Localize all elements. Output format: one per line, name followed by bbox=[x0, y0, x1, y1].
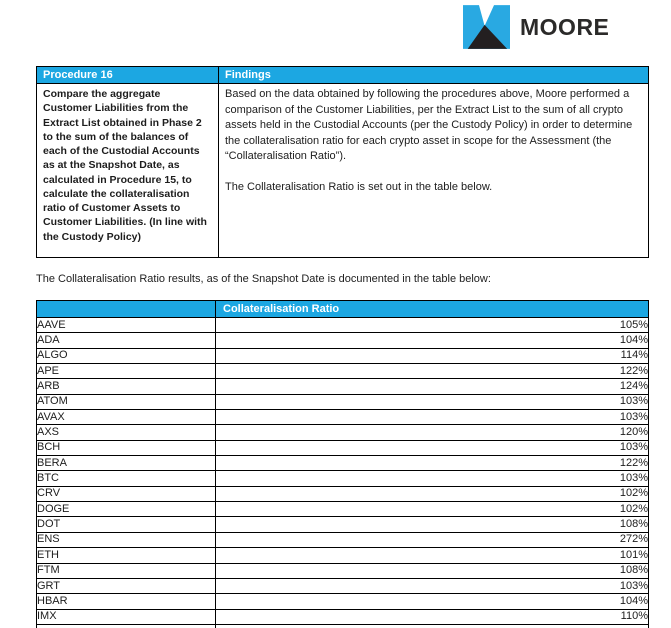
moore-logo-mark-icon bbox=[463, 5, 510, 49]
asset-name-cell: BERA bbox=[37, 456, 216, 471]
ratio-value-cell bbox=[216, 624, 649, 628]
ratio-table-row bbox=[37, 440, 649, 455]
asset-name-cell: BCH bbox=[37, 440, 216, 455]
ratio-value-cell: 101% bbox=[216, 548, 649, 563]
findings-header-cell: Findings bbox=[219, 67, 649, 84]
ratio-table-row bbox=[37, 594, 649, 609]
ratio-table-row bbox=[37, 517, 649, 532]
asset-name-cell: HBAR bbox=[37, 594, 216, 609]
ratio-value-cell: 108% bbox=[216, 517, 649, 532]
ratio-value-cell: 120% bbox=[216, 425, 649, 440]
procedure-findings-table bbox=[36, 66, 649, 258]
ratio-value-cell: 103% bbox=[216, 394, 649, 409]
asset-name-cell: FTM bbox=[37, 563, 216, 578]
asset-name-cell bbox=[37, 624, 216, 628]
procedure-header-cell: Procedure 16 bbox=[37, 67, 219, 84]
collateralisation-ratio-table bbox=[36, 300, 649, 628]
findings-text-cell bbox=[219, 84, 649, 258]
ratio-table-row bbox=[37, 410, 649, 425]
ratio-value-cell: 103% bbox=[216, 440, 649, 455]
ratio-table-row bbox=[37, 364, 649, 379]
ratio-value-cell: 108% bbox=[216, 563, 649, 578]
ratio-table-header-row bbox=[37, 301, 649, 318]
ratio-value-cell: 272% bbox=[216, 532, 649, 547]
ratio-value-cell: 104% bbox=[216, 594, 649, 609]
ratio-value-cell: 103% bbox=[216, 471, 649, 486]
asset-name-cell: AVAX bbox=[37, 410, 216, 425]
asset-name-cell: APE bbox=[37, 364, 216, 379]
ratio-table-row bbox=[37, 456, 649, 471]
ratio-value-cell: 122% bbox=[216, 456, 649, 471]
asset-name-cell: ETH bbox=[37, 548, 216, 563]
ratio-value-cell: 102% bbox=[216, 486, 649, 501]
ratio-table-row bbox=[37, 532, 649, 547]
ratio-table-row bbox=[37, 471, 649, 486]
ratio-table-row bbox=[37, 609, 649, 624]
asset-name-cell: ENS bbox=[37, 532, 216, 547]
moore-logo bbox=[463, 4, 609, 50]
findings-paragraph-1: Based on the data obtained by following the procedures above, Moore performed a comparison of the Customer Liabilities, per the Extract List to the sum of all crypto assets held in the Custodial Accounts (per the Custody Policy) in order to determine the collateralisation ratio for each crypto asset in scope for the Assessment (the “Collateralisation Ratio”). bbox=[225, 88, 633, 162]
ratio-value-cell: 124% bbox=[216, 379, 649, 394]
ratio-value-cell: 110% bbox=[216, 609, 649, 624]
ratio-table-row bbox=[37, 318, 649, 333]
ratio-table-row bbox=[37, 425, 649, 440]
ratio-table-row bbox=[37, 379, 649, 394]
asset-name-cell: AAVE bbox=[37, 318, 216, 333]
asset-header-cell bbox=[37, 301, 216, 318]
asset-name-cell: AXS bbox=[37, 425, 216, 440]
ratio-table-row bbox=[37, 563, 649, 578]
asset-name-cell: ALGO bbox=[37, 348, 216, 363]
ratio-table-row bbox=[37, 394, 649, 409]
procedure-table-body-row bbox=[37, 84, 649, 258]
ratio-value-cell: 122% bbox=[216, 364, 649, 379]
findings-paragraph-2: The Collateralisation Ratio is set out in the table below. bbox=[225, 180, 493, 193]
asset-name-cell: GRT bbox=[37, 578, 216, 593]
asset-name-cell: BTC bbox=[37, 471, 216, 486]
ratio-table-row bbox=[37, 502, 649, 517]
asset-name-cell: CRV bbox=[37, 486, 216, 501]
procedure-text-cell: Compare the aggregate Customer Liabilities from the Extract List obtained in Phase 2 to the sum of the balances of each of the Custodial Accounts as at the Snapshot Date, as calculated in Procedure 15, to calculate the collateralisation ratio of Customer Assets to Customer Liabilities. (In line with the Custody Policy) bbox=[37, 84, 219, 258]
asset-name-cell: DOT bbox=[37, 517, 216, 532]
ratio-value-cell: 114% bbox=[216, 348, 649, 363]
ratio-table-row bbox=[37, 486, 649, 501]
procedure-table-header-row bbox=[37, 67, 649, 84]
asset-name-cell: ATOM bbox=[37, 394, 216, 409]
asset-name-cell: DOGE bbox=[37, 502, 216, 517]
ratio-value-cell: 102% bbox=[216, 502, 649, 517]
asset-name-cell: ARB bbox=[37, 379, 216, 394]
ratio-table-row bbox=[37, 548, 649, 563]
moore-logo-text: MOORE bbox=[520, 13, 610, 40]
ratio-value-cell: 103% bbox=[216, 578, 649, 593]
ratio-value-cell: 105% bbox=[216, 318, 649, 333]
ratio-value-cell: 103% bbox=[216, 410, 649, 425]
ratio-table-row bbox=[37, 578, 649, 593]
ratio-table-row bbox=[37, 348, 649, 363]
ratio-table-row bbox=[37, 333, 649, 348]
asset-name-cell: IMX bbox=[37, 609, 216, 624]
ratio-value-cell: 104% bbox=[216, 333, 649, 348]
ratio-table-row-partial bbox=[37, 624, 649, 628]
intro-paragraph: The Collateralisation Ratio results, as of the Snapshot Date is documented in the table below: bbox=[36, 273, 491, 285]
asset-name-cell: ADA bbox=[37, 333, 216, 348]
ratio-header-cell: Collateralisation Ratio bbox=[216, 301, 649, 318]
